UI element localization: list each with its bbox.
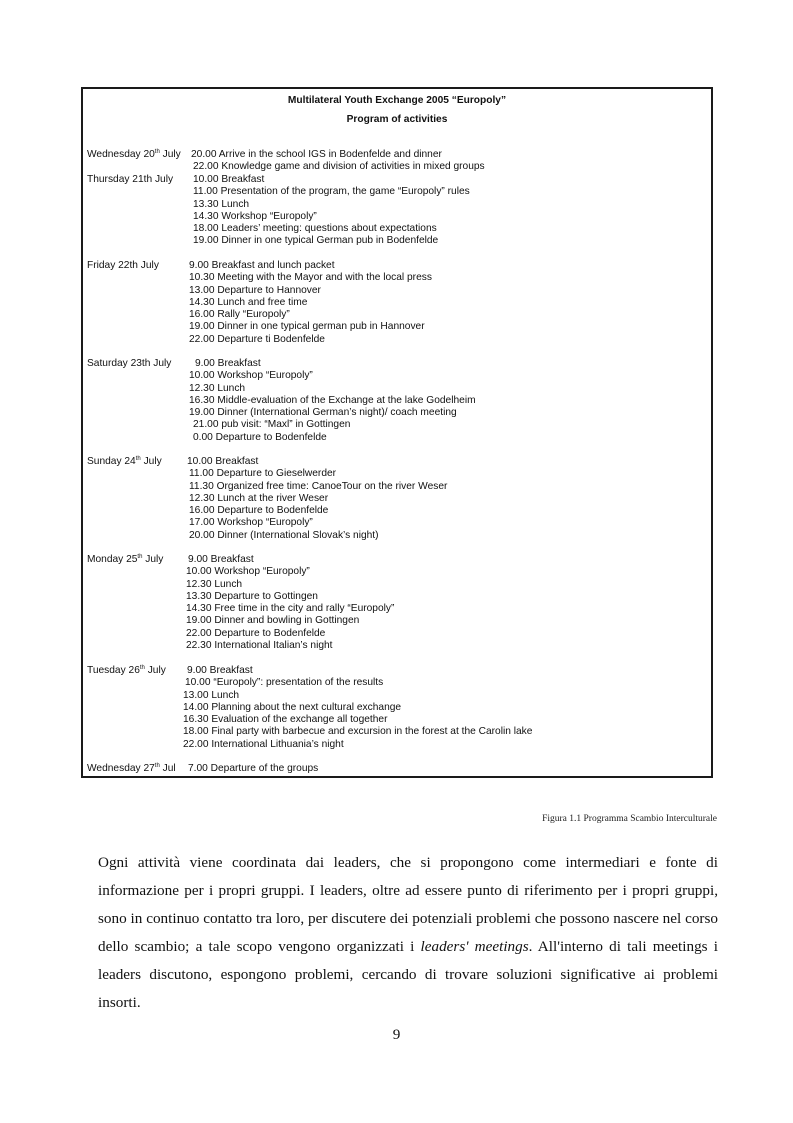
- entry: 22.00 International Lithuania’s night: [183, 738, 344, 750]
- entry: 13.30 Lunch: [193, 198, 250, 210]
- entry: 13.30 Departure to Gottingen: [186, 590, 318, 602]
- entry: 19.00 Dinner in one typical german pub in Hannover: [189, 321, 425, 333]
- entry: 10.00 “Europoly”: presentation of the results: [185, 677, 384, 689]
- entry: 20.00 Arrive in the school IGS in Bodenfelde and dinner: [191, 149, 442, 160]
- entry: 19.00 Dinner in one typical German pub in Bodenfelde: [193, 235, 439, 247]
- entry: 11.00 Presentation of the program, the game “Europoly” rules: [193, 186, 470, 198]
- entry: 22.00 Departure ti Bodenfelde: [189, 333, 325, 345]
- day-entries: [189, 260, 432, 346]
- day-label: Wednesday 27th Jul: [87, 763, 176, 774]
- entry: 18.00 Leaders’ meeting: questions about expectations: [193, 223, 437, 235]
- entry: 22.00 Knowledge game and division of activities in mixed groups: [193, 161, 485, 173]
- entry: 10.00 Breakfast: [187, 456, 259, 467]
- day-entries: [191, 149, 485, 174]
- entry: 14.00 Planning about the next cultural exchange: [183, 701, 402, 713]
- entry: 9.00 Breakfast and lunch packet: [189, 260, 335, 271]
- entry: 11.00 Departure to Gieselwerder: [189, 468, 337, 480]
- day-entries: [183, 665, 532, 751]
- day-label: Monday 25th July: [87, 554, 164, 565]
- day-label: Saturday 23th July: [87, 358, 172, 369]
- entry: 11.30 Organized free time: CanoeTour on the river Weser: [189, 480, 448, 492]
- entry: 14.30 Free time in the city and rally “Europoly”: [186, 603, 395, 615]
- figure-caption: Figura 1.1 Programma Scambio Interculturale: [542, 814, 717, 824]
- entry: 10.30 Meeting with the Mayor and with the local press: [189, 272, 432, 284]
- entry: 16.00 Departure to Bodenfelde: [189, 505, 329, 517]
- day-label: Thursday 21th July: [87, 174, 174, 185]
- page-number: 9: [392, 1026, 401, 1043]
- entry: 16.30 Middle-evaluation of the Exchange at the lake Godelheim: [189, 394, 476, 406]
- entry: 9.00 Breakfast: [188, 554, 254, 565]
- entry: 22.00 Departure to Bodenfelde: [186, 627, 326, 639]
- entry: 20.00 Dinner (International Slovak’s night): [189, 529, 379, 541]
- body-paragraph: Ogni attività viene coordinata dai leaders, che si propongono come intermediari e fonte di informazione per i propri gruppi. I leaders, oltre ad essere punto di riferimento per i propri gruppi, sono in continuo contatto tra loro, per discutere dei potenziali problemi che possono nascere nel corso dello scambio; a tale scopo vengono organizzati i leaders' meetings. All'interno di tali meetings i leaders discutono, espongono problemi, cercando di trovare soluzioni significative ai problemi insorti.: [98, 854, 718, 1011]
- program-box: [81, 87, 713, 778]
- day-label: Friday 22th July: [87, 260, 159, 271]
- entry: 12.30 Lunch: [189, 382, 246, 394]
- day-entries: [189, 358, 476, 444]
- entry: 14.30 Lunch and free time: [189, 296, 308, 308]
- entry: 0.00 Departure to Bodenfelde: [193, 431, 327, 443]
- day-entries: [188, 763, 318, 775]
- entry: 19.00 Dinner (International German’s night)/ coach meeting: [189, 407, 457, 419]
- entry: 9.00 Breakfast: [195, 358, 261, 369]
- program-subtitle: Program of activities: [346, 114, 448, 125]
- entry: 12.30 Lunch: [186, 578, 243, 590]
- entry: 10.00 Workshop “Europoly”: [189, 370, 313, 382]
- day-entries: [186, 554, 394, 652]
- entry: 18.00 Final party with barbecue and excursion in the forest at the Carolin lake: [183, 726, 533, 738]
- entry: 16.30 Evaluation of the exchange all together: [183, 714, 388, 726]
- entry: 22.30 International Italian’s night: [186, 640, 333, 652]
- entry: 10.00 Workshop “Europoly”: [186, 566, 310, 578]
- entry: 17.00 Workshop “Europoly”: [189, 517, 313, 529]
- day-label: Wednesday 20th July: [87, 149, 181, 160]
- entry: 7.00 Departure of the groups: [188, 763, 319, 774]
- entry: 14.30 Workshop “Europoly”: [193, 210, 317, 222]
- day-label: Sunday 24th July: [87, 456, 162, 467]
- program-title: Multilateral Youth Exchange 2005 “Europoly”: [287, 95, 507, 106]
- day-entries: [187, 456, 447, 542]
- leaders-meetings-emphasis: leaders' meetings: [420, 937, 529, 955]
- entry: 16.00 Rally “Europoly”: [189, 309, 290, 321]
- day-entries: [193, 174, 470, 248]
- entry: 12.30 Lunch at the river Weser: [189, 492, 329, 504]
- entry: 13.00 Lunch: [183, 689, 240, 701]
- entry: 21.00 pub visit: “Maxl” in Gottingen: [193, 419, 351, 431]
- entry: 13.00 Departure to Hannover: [189, 284, 321, 296]
- entry: 10.00 Breakfast: [193, 174, 265, 185]
- entry: 9.00 Breakfast: [187, 665, 253, 676]
- day-label: Tuesday 26th July: [87, 665, 166, 676]
- entry: 19.00 Dinner and bowling in Gottingen: [186, 615, 360, 627]
